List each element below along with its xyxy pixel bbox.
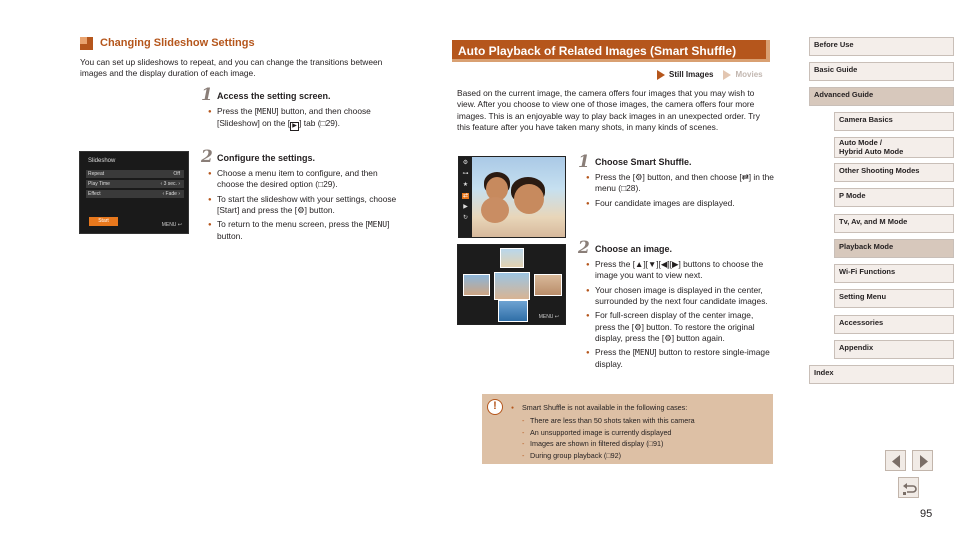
book-icon: □ — [606, 450, 611, 460]
book-icon: □ — [318, 179, 324, 190]
book-icon: □ — [621, 183, 627, 194]
section-intro: You can set up slideshows to repeat, and you can change the transitions between images and the display duration of each image. — [80, 57, 383, 79]
step-number: 2 — [578, 238, 590, 258]
return-icon[interactable] — [898, 477, 919, 498]
shuffle-icon: ⇄ — [741, 172, 749, 182]
list-item: - Images are shown in filtered display (□91) — [522, 438, 695, 450]
list-item: - An unsupported image is currently displayed — [522, 427, 695, 439]
section-icon — [80, 37, 93, 50]
list-item: ● Press the [⚙] button, and then choose [⇄] in the menu (□28). — [586, 172, 776, 195]
arrow-left-icon[interactable] — [885, 450, 906, 471]
step-title: Access the setting screen. — [217, 91, 331, 101]
step-bullets — [208, 168, 398, 246]
page-title-bar — [452, 40, 770, 62]
list-item: ● For full-screen display of the center image, press the [⚙] button. To restore the original display, press the [⚙] button again. — [586, 310, 776, 344]
smart-shuffle-menu-image — [458, 156, 566, 238]
page-number: 95 — [920, 508, 933, 520]
step-number: 1 — [578, 152, 590, 172]
nav-index[interactable]: Index — [809, 365, 954, 384]
screen-row: Effect ‹ Fade › — [86, 190, 184, 198]
caution-box — [482, 394, 773, 464]
mode-indicator — [657, 70, 763, 81]
start-option: Start — [89, 217, 118, 226]
step-title: Choose Smart Shuffle. — [595, 157, 692, 167]
list-item: ● To return to the menu screen, press the [MENU] button. — [208, 219, 398, 242]
nav-appendix[interactable]: Appendix — [834, 340, 954, 359]
center-thumbnail — [494, 272, 530, 300]
section-heading — [80, 36, 255, 51]
list-item: - During group playback (□92) — [522, 450, 695, 462]
step-bullets — [586, 172, 776, 212]
smart-shuffle-display-image — [457, 244, 566, 325]
nav-other-shooting-modes[interactable]: Other Shooting Modes — [834, 163, 954, 182]
step-number: 1 — [201, 85, 213, 105]
arrow-right-icon[interactable] — [912, 450, 933, 471]
step-bullets — [586, 259, 776, 374]
still-images-icon — [657, 70, 665, 80]
protect-icon: ⊶ — [462, 171, 469, 177]
caution-lead: ● Smart Shuffle is not available in the following cases: — [511, 403, 687, 413]
screen-title: Slideshow — [88, 158, 116, 164]
screen-row: Play Time ‹ 3 sec. › — [86, 180, 184, 188]
nav-advanced-guide[interactable]: Advanced Guide — [809, 87, 954, 106]
nav-auto-mode[interactable]: Auto Mode / Hybrid Auto Mode — [834, 137, 954, 158]
list-item: - There are less than 50 shots taken with this camera — [522, 415, 695, 427]
func-set-icon: ⚙ — [664, 333, 672, 344]
nav-setting-menu[interactable]: Setting Menu — [834, 289, 954, 308]
list-item: ● Press the [MENU] button, and then choose [Slideshow] on the [ ▶ ] tab (□29). — [208, 106, 396, 131]
func-set-icon: ⚙ — [634, 321, 642, 332]
feature-intro: Based on the current image, the camera offers four images that you may wish to view. After you choose to view one of those images, the camera offers four more images. This is an enjoyable way to play back images in an unexpected order. Try this feature after you have taken many shots, in many kinds of scenes. — [457, 88, 760, 133]
nav-before-use[interactable]: Before Use — [809, 37, 954, 56]
candidate-thumbnail — [463, 274, 490, 296]
nav-wifi-functions[interactable]: Wi-Fi Functions — [834, 264, 954, 283]
list-item: ● Press the [▲][▼][◀][▶] buttons to choose the image you want to view next. — [586, 259, 776, 282]
still-images-label: Still Images — [669, 70, 714, 79]
caution-icon: ! — [487, 399, 503, 415]
func-set-icon: ⚙ — [635, 172, 643, 182]
nav-playback-mode[interactable]: Playback Mode — [834, 239, 954, 258]
movies-icon — [723, 70, 731, 80]
movies-label: Movies — [735, 70, 763, 79]
nav-camera-basics[interactable]: Camera Basics — [834, 112, 954, 131]
nav-basic-guide[interactable]: Basic Guide — [809, 62, 954, 81]
candidate-thumbnail — [500, 248, 524, 268]
slideshow-icon: ▶ — [463, 204, 468, 210]
nav-accessories[interactable]: Accessories — [834, 315, 954, 334]
book-icon: □ — [320, 117, 326, 128]
step-bullets — [208, 106, 396, 134]
list-item: ● Choose a menu item to configure, and then choose the desired option (□29). — [208, 168, 398, 191]
candidate-thumbnail — [534, 274, 562, 296]
list-item: ● Your chosen image is displayed in the center, surrounded by the next four candidate images. — [586, 285, 776, 308]
menu-return-icon: MENU ↩ — [538, 314, 559, 321]
step-title: Configure the settings. — [217, 153, 316, 163]
rotate-icon: ↻ — [462, 215, 469, 221]
func-set-icon: ⚙ — [297, 205, 305, 216]
candidate-thumbnail — [498, 300, 528, 322]
slideshow-screen — [79, 151, 189, 234]
list-item: ● To start the slideshow with your settings, choose [Start] and press the [⚙] button. — [208, 194, 398, 217]
nav-p-mode[interactable]: P Mode — [834, 188, 954, 207]
rate-icon: ★ — [462, 182, 469, 188]
playback-tab-icon: ▶ — [290, 122, 299, 131]
page-title: Auto Playback of Related Images (Smart Shuffle) — [458, 44, 737, 58]
screen-row: Repeat Off — [86, 170, 184, 178]
section-title: Changing Slideshow Settings — [100, 37, 255, 49]
nav-tv-av-m-mode[interactable]: Tv, Av, and M Mode — [834, 214, 954, 233]
book-icon: □ — [648, 439, 653, 448]
step-title: Choose an image. — [595, 244, 673, 254]
menu-return-icon: MENU ↩ — [161, 222, 182, 229]
caution-list — [522, 415, 695, 461]
list-item: ● Press the [MENU] button to restore single-image display. — [586, 347, 776, 370]
step-number: 2 — [201, 147, 213, 167]
shuffle-icon: ⇄ — [462, 193, 469, 199]
list-item: ● Four candidate images are displayed. — [586, 198, 776, 209]
func-icon: ⚙ — [462, 160, 469, 166]
